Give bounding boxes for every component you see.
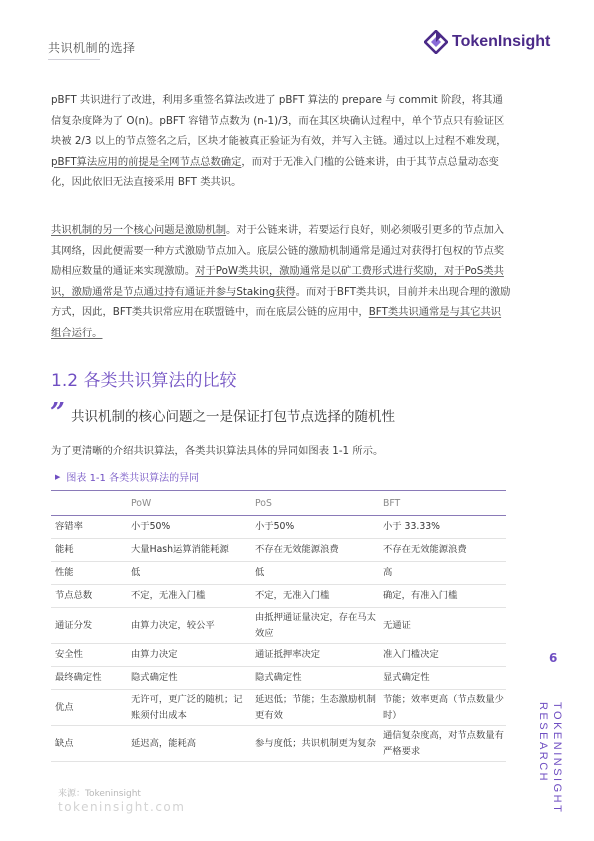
column-header: PoS [251,491,379,516]
paragraph-incentive [51,220,511,343]
row-header-cell: 节点总数 [51,585,127,608]
table-cell: 小于 33.33% [379,516,506,539]
side-label-line2: RESEARCH [537,702,549,784]
brand-logo [424,30,550,54]
header-title: 共识机制的选择 [48,41,136,55]
row-header-cell: 缺点 [51,726,127,762]
page-number: 6 [549,651,558,665]
intro-text: 为了更清晰的介绍共识算法，各类共识算法具体的异同如图表 1-1 所示。 [51,445,384,457]
table-row [51,690,506,726]
side-label-line1: TOKENINSIGHT [551,702,563,815]
paragraph-pbft [51,90,511,193]
table-cell: 延迟低；节能；生态激励机制更有效 [251,690,379,726]
table-row [51,516,506,539]
table-cell: 不定，无准入门槛 [127,585,251,608]
table-cell: 隐式确定性 [127,667,251,690]
table-cell: 无通证 [379,608,506,644]
caption-text: 图表 1-1 各类共识算法的异同 [66,473,200,484]
section-title: 1.2 各类共识算法的比较 [51,371,237,391]
table-body [51,516,506,762]
row-header-cell: 性能 [51,562,127,585]
row-header-cell: 能耗 [51,539,127,562]
table-row [51,539,506,562]
paragraph-text: ，而对于无准入门槛的公链来讲，由于其节点总量动态变化，因此依旧无法直接采用 BFT 类共识。 [51,155,499,188]
underlined-text: pBFT算法应用的前提是全网节点总数确定 [51,155,242,168]
table-cell: 不存在无效能源浪费 [379,539,506,562]
underlined-text: BFT类共识通常是与其它共识组合运行。 [51,306,502,339]
side-label [536,702,564,814]
table-cell: 节能；效率更高（节点数量少时） [379,690,506,726]
table-cell: 低 [251,562,379,585]
table-row [51,726,506,762]
table-cell: 显式确定性 [379,667,506,690]
table-cell: 不定，无准入门槛 [251,585,379,608]
table-cell: 小于50% [251,516,379,539]
table-cell: 准入门槛决定 [379,644,506,667]
row-header-cell: 最终确定性 [51,667,127,690]
row-header-cell: 通证分发 [51,608,127,644]
paragraph-text: 。对于公链来讲，若要运行良好，则必须吸引更多的节点加入其网络，因此便需要一种方式激励节点加入。底层公链的激励机制通常是通过对获得打包权的节点奖励相应数量的通证来实现激励。 [51,224,505,277]
brand-name: TokenInsight [452,33,551,50]
table-cell: 确定，有准入门槛 [379,585,506,608]
tokeninsight-logo-icon [424,30,448,54]
underlined-text: 对于PoW类共识，激励通常是以矿工费形式进行奖励，对于PoS类共识，激励通常是节点通过持有通证并参与Staking获得 [51,265,504,298]
table-row [51,608,506,644]
table-cell: 不存在无效能源浪费 [251,539,379,562]
quote-mark-icon: ” [50,398,65,428]
table-row [51,585,506,608]
row-header-cell: 容错率 [51,516,127,539]
pull-quote [50,398,395,428]
table-cell: 由算力决定 [127,644,251,667]
table-cell: 隐式确定性 [251,667,379,690]
table-cell: 参与度低；共识机制更为复杂 [251,726,379,762]
table-cell: 通证抵押率决定 [251,644,379,667]
table-header-row [51,491,506,516]
table-cell: 低 [127,562,251,585]
table-cell: 通信复杂度高，对节点数量有严格要求 [379,726,506,762]
table-row [51,562,506,585]
row-header-cell: 安全性 [51,644,127,667]
table-row [51,644,506,667]
comparison-table [51,490,506,762]
column-header [51,491,127,516]
underlined-text: 共识机制的另一个核心问题是激励机制 [51,224,227,236]
table-cell: 延迟高，能耗高 [127,726,251,762]
table-cell: 小于50% [127,516,251,539]
paragraph-text: pBFT 共识进行了改进，利用多重签名算法改进了 pBFT 算法的 prepare 与 commit 阶段，将其通信复杂度降为了 O(n)。pBFT 容错节点数为 (n-1)/3，而在其区块确认过程中，单个节点只有验证区块被 2/3 以上的节点签名之后，区块才能被真正验证为有效，并写入主链。通过以上过程不难发现， [51,94,507,147]
column-header: BFT [379,491,506,516]
table-cell: 大量Hash运算消能耗源 [127,539,251,562]
table-cell: 由抵押通证量决定，存在马太效应 [251,608,379,644]
table-cell: 无许可，更广泛的随机；记账须付出成本 [127,690,251,726]
source-note: 来源：Tokeninsight [58,789,141,799]
website-url: tokeninsight.com [58,800,186,814]
table-cell: 高 [379,562,506,585]
caption-triangle-icon: ▶ [55,472,61,481]
column-header: PoW [127,491,251,516]
figure-caption [55,469,199,484]
paragraph-text: 。而对于BFT类共识，目前并未出现合理的激励方式，因此，BFT类共识常应用在联盟链中，而在底层公链的应用中， [51,285,511,318]
table-cell: 由算力决定，较公平 [127,608,251,644]
quote-text: 共识机制的核心问题之一是保证打包节点选择的随机性 [70,409,395,425]
table-row [51,667,506,690]
header-underline [48,59,100,60]
row-header-cell: 优点 [51,690,127,726]
